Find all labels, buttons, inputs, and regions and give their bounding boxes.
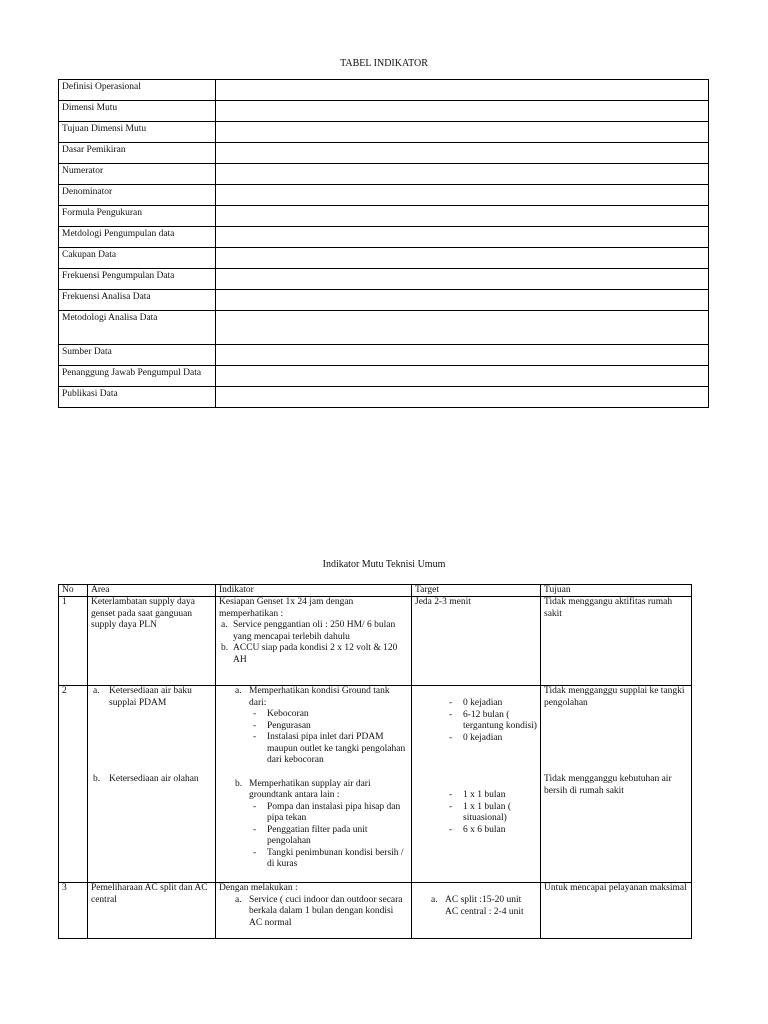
list-item: - Tangki penimbunan kondisi bersih / di kuras	[253, 847, 404, 869]
row-label: Metodologi Analisa Data	[59, 311, 216, 345]
table-row	[59, 248, 709, 269]
header-indikator: Indikator	[216, 585, 412, 597]
row-label: Dimensi Mutu	[59, 101, 216, 122]
list-item: - 6 x 6 bulan	[449, 824, 506, 835]
tujuan-cell: Tidak menggangu aktifitas rumah sakit	[541, 597, 692, 686]
row-value-empty	[216, 311, 709, 345]
tujuan-cell: Tidak mengganggu supplai ke tangki pengolahan Tidak mengganggu kebutuhan air bersih di rumah sakit	[541, 686, 692, 883]
quality-indicator-table	[58, 584, 692, 939]
list-item: b. Ketersediaan air olahan	[93, 774, 199, 784]
row-label: Formula Pengukuran	[59, 206, 216, 227]
indikator-cell	[216, 686, 412, 883]
row-label: Metdologi Pengumpulan data	[59, 227, 216, 248]
table-row	[59, 164, 709, 185]
row-value-empty	[216, 269, 709, 290]
list-item: - Pengurasan	[253, 720, 311, 731]
table-header-row	[59, 585, 692, 597]
area-cell: Pemeliharaan AC split dan AC central	[88, 883, 216, 939]
header-target: Target	[412, 585, 541, 597]
row-label: Tujuan Dimensi Mutu	[59, 122, 216, 143]
target-cell	[412, 686, 541, 883]
row-label: Definisi Operasional	[59, 80, 216, 101]
row-label: Penanggung Jawab Pengumpul Data	[59, 366, 216, 387]
list-item: - Pompa dan instalasi pipa hisap dan pipa tekan	[253, 801, 401, 823]
row-value-empty	[216, 122, 709, 143]
table-row	[59, 101, 709, 122]
list-item: - Instalasi pipa inlet dari PDAM maupun outlet ke tangki pengolahan dari kebocoran	[253, 732, 406, 765]
list-item: - 1 x 1 bulan ( situasional)	[449, 801, 512, 823]
row-number: 1	[59, 597, 88, 686]
indikator-cell: Dengan melakukan : a. Service ( cuci indoor dan outdoor secara berkala dalam 1 bulan dengan kondisi AC normal	[216, 883, 412, 939]
row-number: 2	[59, 686, 88, 883]
row-value-empty	[216, 143, 709, 164]
table-row	[59, 227, 709, 248]
table-row	[59, 345, 709, 366]
row-value-empty	[216, 290, 709, 311]
row-value-empty	[216, 227, 709, 248]
table-row	[59, 122, 709, 143]
row-label: Denominator	[59, 185, 216, 206]
area-cell	[88, 686, 216, 883]
list-item: a. Ketersediaan air baku supplai PDAM	[93, 686, 192, 708]
row-value-empty	[216, 387, 709, 408]
row-number: 3	[59, 883, 88, 939]
list-item: - 0 kejadian	[449, 698, 503, 708]
list-item: b. ACCU siap pada kondisi 2 x 12 volt & 120 AH	[221, 643, 398, 665]
table-row	[59, 80, 709, 101]
row-value-empty	[216, 164, 709, 185]
row-value-empty	[216, 366, 709, 387]
table-row	[59, 269, 709, 290]
target-cell: Jeda 2-3 menit	[412, 597, 541, 686]
list-item: - 6-12 bulan ( tergantung kondisi)	[449, 709, 537, 731]
list-item: - Penggatian filter pada unit pengolahan	[253, 824, 368, 846]
row-value-empty	[216, 80, 709, 101]
table-row	[59, 597, 692, 686]
indikator-cell	[216, 597, 412, 686]
header-area: Area	[88, 585, 216, 597]
list-item: b. Memperhatikan supplay air dari groundtank antara lain :	[235, 778, 371, 800]
table-title-indikator-mutu: Indikator Mutu Teknisi Umum	[322, 559, 446, 570]
table-row	[59, 387, 709, 408]
row-value-empty	[216, 345, 709, 366]
row-value-empty	[216, 206, 709, 227]
row-label: Frekuensi Analisa Data	[59, 290, 216, 311]
table-row	[59, 686, 692, 883]
table-row	[59, 185, 709, 206]
target-cell	[412, 883, 541, 939]
tujuan-cell: Untuk mencapai pelayanan maksimal	[541, 883, 692, 939]
row-label: Frekuensi Pengumpulan Data	[59, 269, 216, 290]
header-no: No	[59, 585, 88, 597]
row-label: Publikasi Data	[59, 387, 216, 408]
list-item: a. AC split :15-20 unit AC central : 2-4 unit	[431, 895, 524, 917]
list-item: - Kebocoran	[253, 709, 309, 719]
list-item: - 1 x 1 bulan	[449, 790, 506, 800]
list-item: a. Memperhatikan kondisi Ground tank dari:	[235, 686, 390, 708]
row-label: Dasar Pemikiran	[59, 143, 216, 164]
table-title-indikator: TABEL INDIKATOR	[340, 58, 428, 69]
table-row	[59, 311, 709, 345]
table-row	[59, 143, 709, 164]
indicator-definition-table	[58, 79, 709, 408]
row-label: Cakupan Data	[59, 248, 216, 269]
header-tujuan: Tujuan	[541, 585, 692, 597]
row-label: Numerator	[59, 164, 216, 185]
row-label: Sumber Data	[59, 345, 216, 366]
row-value-empty	[216, 185, 709, 206]
list-item: - 0 kejadian	[449, 732, 503, 743]
table-row	[59, 290, 709, 311]
row-value-empty	[216, 248, 709, 269]
table-row	[59, 883, 692, 939]
area-cell: Keterlambatan supply daya genset pada saat ganguuan supply daya PLN	[88, 597, 216, 686]
row-value-empty	[216, 101, 709, 122]
indikator-intro: Kesiapan Genset 1x 24 jam dengan memperhatikan :	[219, 597, 354, 619]
table-row	[59, 206, 709, 227]
list-item: a. Service penggantian oli : 250 HM/ 6 bulan yang mencapai terlebih dahulu	[221, 620, 396, 642]
list-item: a. Service ( cuci indoor dan outdoor secara berkala dalam 1 bulan dengan kondisi AC normal	[235, 894, 403, 928]
table-row	[59, 366, 709, 387]
